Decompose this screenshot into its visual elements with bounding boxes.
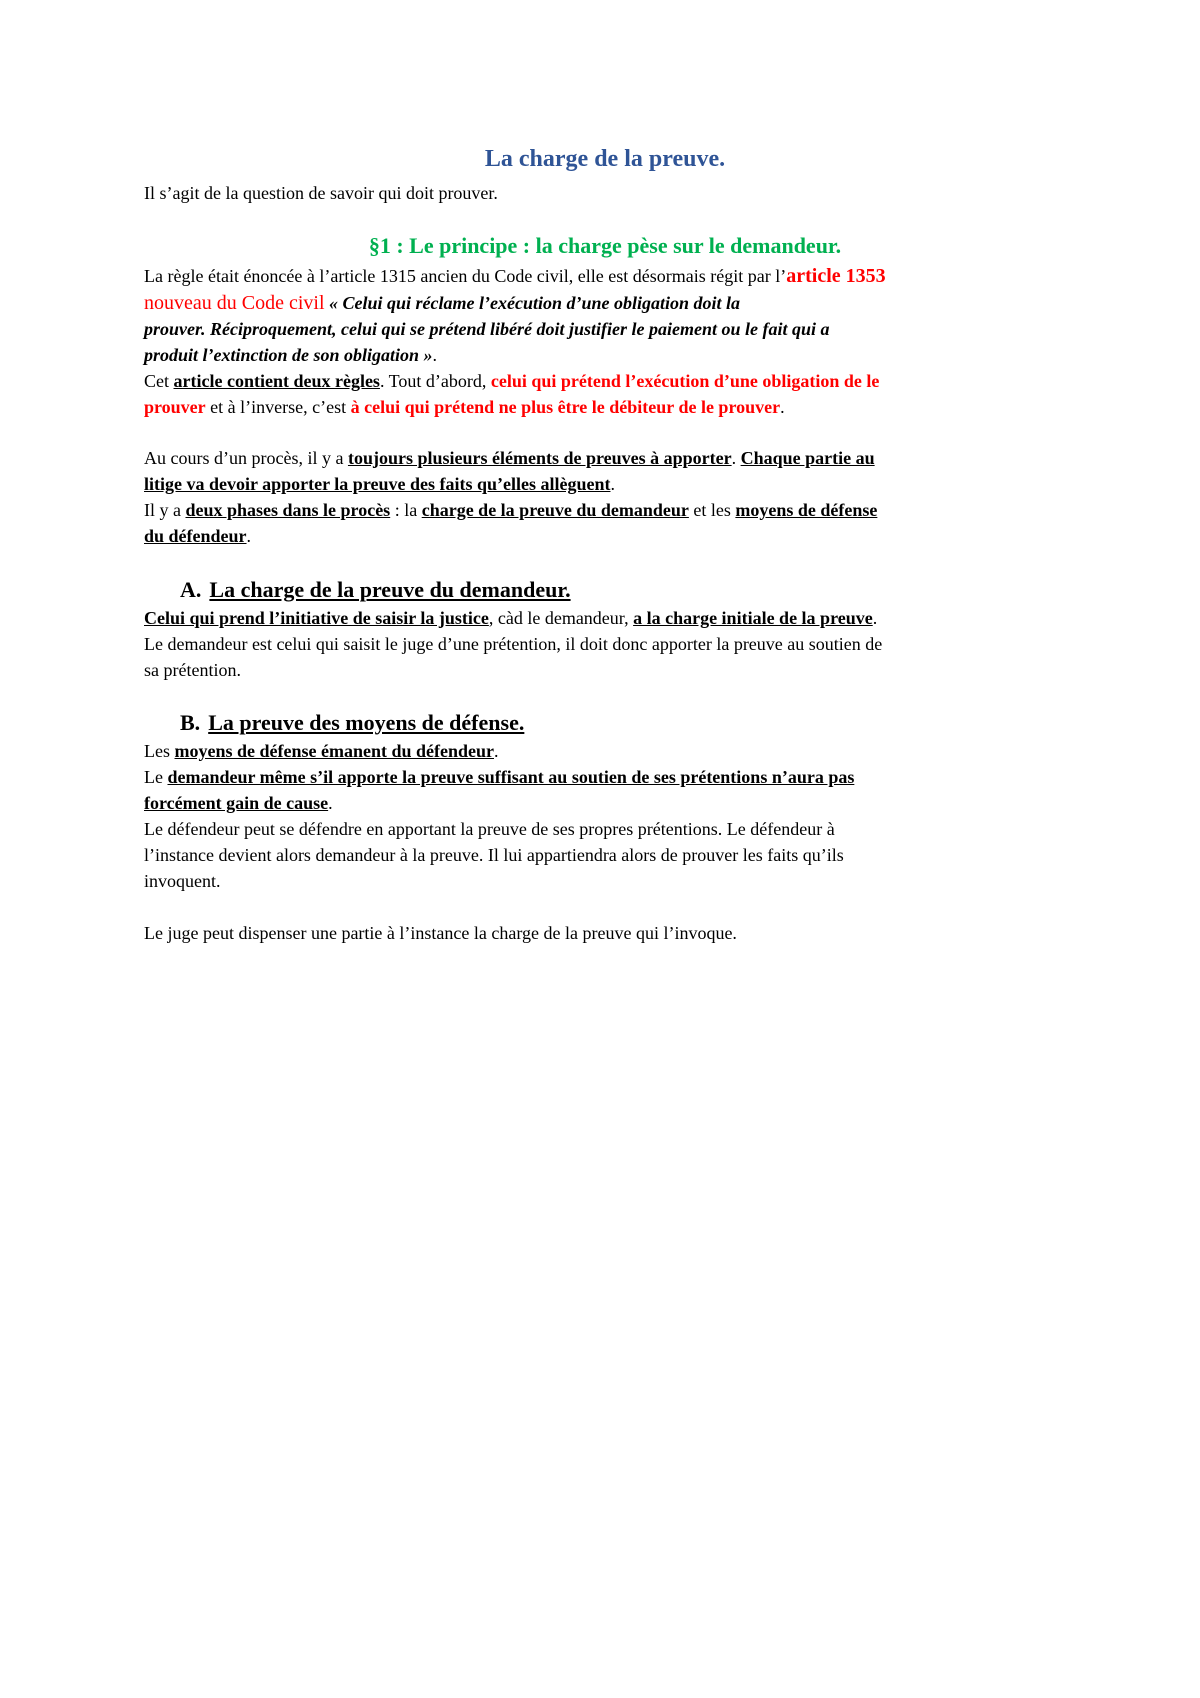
s1-p1-text-a: La règle était énoncée à l’article 1315 ancien du Code civil, elle est désormais régit par l’ — [144, 266, 787, 286]
sb-p3-line1: Le défendeur peut se défendre en apportant la preuve de ses propres prétentions. Le défendeur à — [144, 819, 835, 839]
s1-p1-line2 — [144, 290, 1066, 316]
s1-p2-h: . — [780, 397, 785, 417]
sb-p2-line1 — [144, 764, 1066, 790]
sb-p2-line2 — [144, 790, 1066, 816]
s1-p3-c: . — [731, 448, 741, 468]
s1-p3-b: toujours plusieurs éléments de preuves à apporter — [347, 448, 732, 468]
section-b-title: La preuve des moyens de défense. — [208, 710, 525, 735]
sb-p1-a: Les — [144, 741, 175, 761]
s1-p2-line1 — [144, 368, 1066, 394]
s1-p3-d: Chaque partie au — [740, 448, 875, 468]
document-title: La charge de la preuve. — [484, 146, 726, 172]
s1-p4-e: et les — [688, 500, 736, 520]
s1-p2-e: prouver — [144, 397, 206, 417]
section-b-letter: B. — [180, 710, 201, 735]
period: . — [432, 345, 438, 365]
sa-p1-c: a la charge initiale de la preuve — [633, 608, 873, 628]
s1-p3-a: Au cours d’un procès, il y a — [144, 448, 348, 468]
sb-p2-c: forcément gain de cause — [144, 793, 329, 813]
s1-p1-line3 — [144, 316, 1066, 342]
s1-p3-e: litige va devoir apporter la preuve des faits qu’elles allèguent — [144, 474, 611, 494]
section-a-title: La charge de la preuve du demandeur. — [209, 577, 571, 602]
s1-p3-line2 — [144, 471, 1066, 497]
sa-p1-line1 — [144, 605, 1066, 631]
s1-p4-b: deux phases dans le procès — [185, 500, 391, 520]
s1-p2-f: et à l’inverse, c’est — [205, 397, 351, 417]
s1-p4-c: : la — [390, 500, 422, 520]
s1-p4-a: Il y a — [144, 500, 186, 520]
article-1353-ref: article 1353 — [786, 265, 886, 287]
s1-p4-g: du défendeur — [144, 526, 247, 546]
sb-p4-line1: Le juge peut dispenser une partie à l’instance la charge de la preuve qui l’invoque. — [144, 923, 737, 943]
s1-p2-c: . Tout d’abord, — [379, 371, 491, 391]
s1-p2-b: article contient deux règles — [173, 371, 380, 391]
sa-p2-line2: sa prétention. — [144, 660, 241, 680]
sb-p2-b: demandeur même s’il apporte la preuve suffisant au soutien de ses prétentions n’aura pas — [167, 767, 855, 787]
intro-text: Il s’agit de la question de savoir qui doit prouver. — [144, 183, 498, 203]
s1-p2-g: à celui qui prétend ne plus être le débiteur de le prouver — [350, 397, 781, 417]
s1-p4-line2 — [144, 523, 1066, 549]
sb-p2-d: . — [328, 793, 333, 813]
sb-p1-b: moyens de défense émanent du défendeur — [174, 741, 494, 761]
sb-p3-line3: invoquent. — [144, 871, 221, 891]
quote-middle: prouver. Réciproquement, celui qui se prétend libéré doit justifier le paiement ou le fait qui a — [144, 319, 830, 339]
s1-p4-d: charge de la preuve du demandeur — [421, 500, 689, 520]
sa-p2-line1: Le demandeur est celui qui saisit le juge d’une prétention, il doit donc apporter la preuve au soutien de — [144, 634, 883, 654]
sb-p2-a: Le — [144, 767, 168, 787]
s1-p1-line4 — [144, 342, 1066, 368]
s1-p2-line2 — [144, 394, 1066, 420]
s1-p4-h: . — [246, 526, 252, 546]
sb-p3-line2: l’instance devient alors demandeur à la preuve. Il lui appartiendra alors de prouver les faits qu’ils — [144, 845, 844, 865]
sa-p1-d: . — [872, 608, 878, 628]
s1-p4-line1 — [144, 497, 1066, 523]
sa-p1-a: Celui qui prend l’initiative de saisir la justice — [144, 608, 489, 628]
sb-p1-c: . — [494, 741, 499, 761]
code-civil-ref: nouveau du Code civil — [144, 292, 325, 314]
quote-end: produit l’extinction de son obligation » — [144, 345, 433, 365]
sa-p1-b: , càd le demandeur, — [488, 608, 634, 628]
s1-p4-f: moyens de défense — [735, 500, 878, 520]
sb-p1-line1 — [144, 738, 1066, 764]
section-a-heading — [180, 575, 571, 605]
section-1-heading: §1 : Le principe : la charge pèse sur le demandeur. — [368, 233, 842, 258]
s1-p2-a: Cet — [144, 371, 174, 391]
section-b-heading — [180, 708, 524, 738]
s1-p1-line1 — [144, 263, 1066, 289]
section-a-letter: A. — [180, 577, 202, 602]
s1-p2-d: celui qui prétend l’exécution d’une obligation de le — [490, 371, 880, 391]
quote-start: « Celui qui réclame l’exécution d’une obligation doit la — [324, 293, 741, 313]
s1-p3-f: . — [610, 474, 615, 494]
s1-p3-line1 — [144, 445, 1066, 471]
